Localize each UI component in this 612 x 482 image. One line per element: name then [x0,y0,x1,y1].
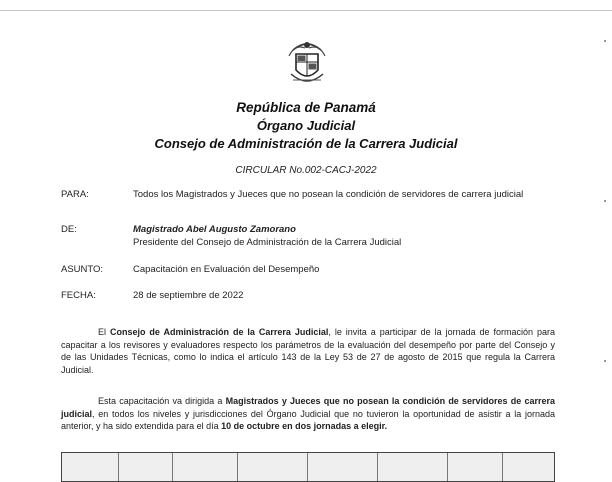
de-title: Presidente del Consejo de Administración de la Carrera Judicial [133,237,402,248]
asunto-label: ASUNTO: [61,264,104,275]
schedule-table-top [61,452,555,482]
p1-text-2: , le invita a participar de la jornada de formación para capacitar a los revisores y evaluadores respecto los parámetros de la evaluación del desempeño por parte del Consejo y de las Unidades Técnicas, como lo indica el artículo 143 de la Ley 53 de 27 de agosto de 2015 que regula la Carrera Judicial. [61,327,555,375]
para-label: PARA: [61,189,89,200]
header-organ: Órgano Judicial [256,118,356,133]
scan-top-edge [0,10,612,11]
p2-text-2: , en todos los niveles y jurisdicciones del Órgano Judicial que no tuvieron la oportunidad de asistir a la jornada anterior, y ha sido extendida para el día [61,408,555,432]
table-column-divider [237,453,238,481]
scan-speck [604,200,606,202]
p2-bold-audience: Magistrados y Jueces que no posean la condición de servidores de carrera judicial [61,396,555,419]
p1-text-1: El [98,327,110,337]
fecha-label: FECHA: [61,290,96,301]
table-column-divider [377,453,378,481]
de-name: Magistrado Abel Augusto Zamorano [133,224,296,235]
p1-bold-council: Consejo de Administración de la Carrera Judicial [109,327,329,337]
fecha-value: 28 de septiembre de 2022 [133,290,244,301]
header-council: Consejo de Administración de la Carrera Judicial [154,136,458,151]
body-paragraph-2 [61,395,555,433]
table-column-divider [447,453,448,481]
scan-speck [604,360,606,362]
table-column-divider [172,453,173,481]
circular-number: CIRCULAR No.002-CACJ-2022 [235,165,377,176]
table-column-divider [118,453,119,481]
coat-of-arms-seal [285,36,329,88]
para-value: Todos los Magistrados y Jueces que no posean la condición de servidores de carrera judicial [133,189,524,200]
de-label: DE: [61,224,77,235]
scan-speck [604,40,606,42]
table-column-divider [502,453,503,481]
asunto-value: Capacitación en Evaluación del Desempeño [133,264,320,275]
body-paragraph-1 [61,326,555,376]
table-column-divider [307,453,308,481]
header-republic: República de Panamá [236,100,376,115]
p2-text-1: Esta capacitación va dirigida a [98,396,226,406]
p2-bold-date: 10 de octubre en dos jornadas a elegir. [221,421,388,432]
